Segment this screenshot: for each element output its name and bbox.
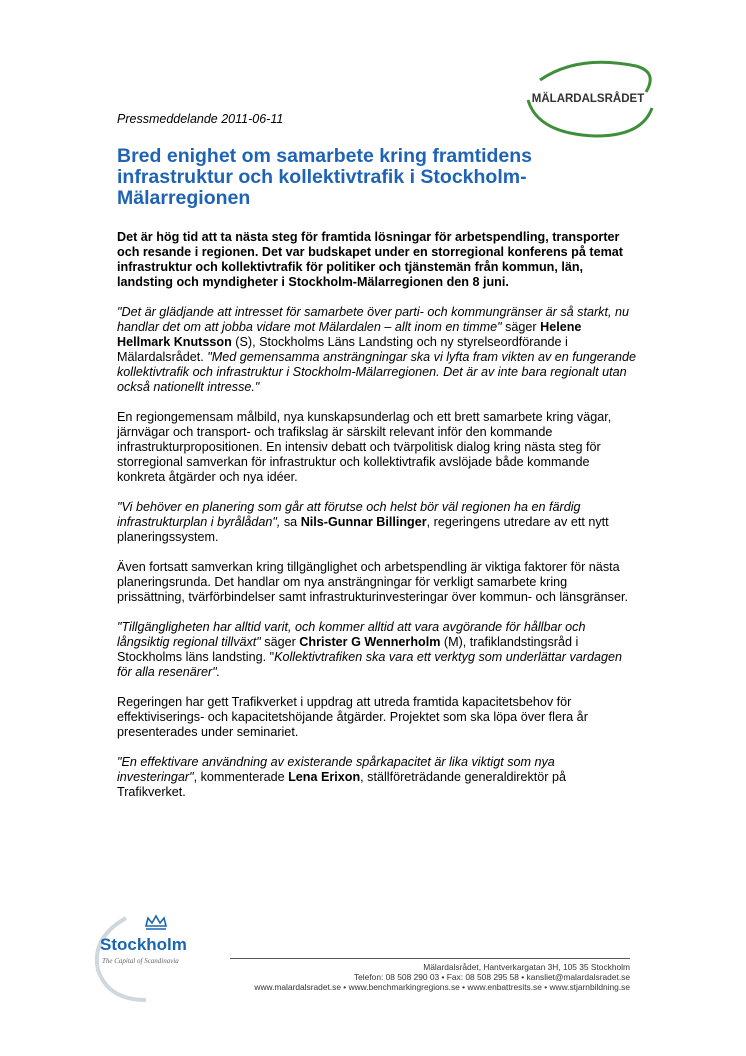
logo-text: MÄLARDALSRÅDET — [531, 93, 645, 105]
paragraph-7 — [117, 755, 637, 800]
malardalsradet-logo — [518, 52, 658, 144]
text: , kommenterade — [193, 770, 289, 784]
footer-phone: Telefon: 08 508 290 03 • Fax: 08 508 295 58 • kansliet@malardalsradet.se — [353, 972, 630, 982]
text: säger — [260, 635, 300, 649]
logo-sub-text: The Capital of Scandinavia — [102, 957, 179, 965]
footer-links[interactable]: www.malardalsradet.se • www.benchmarkingregions.se • www.enbattresits.se • www.stjarnbildning.se — [254, 982, 630, 992]
footer-contact — [254, 962, 630, 992]
text: säger — [501, 320, 541, 334]
footer-divider — [230, 958, 630, 959]
page-title: Bred enighet om samarbete kring framtidens infrastruktur och kollektivtrafik i Stockholm-Mälarregionen — [117, 145, 533, 209]
quote: "Tillgängligheten har alltid varit, och kommer alltid att vara avgörande för hållbar och långsiktig regional tillväxt" — [117, 620, 586, 649]
quote: Kollektivtrafiken ska vara ett verktyg som underlättar vardagen för alla resenärer". — [117, 650, 622, 679]
paragraph-3 — [117, 500, 637, 545]
person-name: Nils-Gunnar Billinger — [300, 515, 427, 529]
person-name: Lena Erixon — [288, 770, 361, 784]
paragraph-6: Regeringen har gett Trafikverket i uppdrag att utreda framtida kapacitetsbehov för effektiviserings- och kapacitetshöjande åtgärder. Projektet som ska löpa över flera år presenterades under seminariet. — [117, 695, 588, 739]
text: , regeringens utredare av ett nytt planeringssystem. — [117, 515, 609, 544]
text: sa — [280, 515, 301, 529]
paragraph-2: En regiongemensam målbild, nya kunskapsunderlag och ett brett samarbete kring vägar, järnvägar och transport- och trafikslag är särskilt relevant inför den kommande infrastrukturpropositionen. En intensiv debatt och tvärpolitisk dialog kring nästa steg för storregional samverkan för infrastruktur och kollektivtrafik avslöjade både kommande konkreta åtgärder och nya idéer. — [117, 410, 612, 484]
text: (S), Stockholms Läns Landsting och ny styrelseordförande i Mälardalsrådet. — [117, 335, 568, 364]
lead-paragraph: Det är hög tid att ta nästa steg för framtida lösningar för arbetspendling, transporter och resande i regionen. Det var budskapet under en storregional konferens på temat infrastruktur och kollektivtrafik för politiker och tjänstemän från kommun, län, landsting och myndigheter i Stockholm-Mälarregionen den 8 juni. — [117, 230, 623, 289]
logo-main-text: Stockholm — [100, 935, 187, 954]
article-body — [117, 230, 637, 815]
crown-icon — [146, 916, 166, 929]
stockholm-logo — [86, 908, 206, 1004]
quote: "En effektivare användning av existerande spårkapacitet är lika viktigt som nya investeringar" — [117, 755, 555, 784]
paragraph-5 — [117, 620, 637, 680]
text: , ställföreträdande generaldirektör på Trafikverket. — [117, 770, 566, 799]
paragraph-4: Även fortsatt samverkan kring tillgänglighet och arbetspendling är viktiga faktorer för nästa planeringsrunda. Det handlar om nya ansträngningar för verkligt samarbete kring prissättning, tvärförbindelser samt infrastrukturinvesteringar över kommun- och länsgränser. — [117, 560, 628, 604]
paragraph-1 — [117, 305, 637, 395]
person-name: Christer G Wennerholm — [299, 635, 441, 649]
quote: "Med gemensamma ansträngningar ska vi lyfta fram vikten av en fungerande kollektivtrafik och infrastruktur i Stockholm-Mälarregionen. Det är av inte bara regionalt utan också nationellt intresse." — [117, 350, 636, 394]
quote: "Det är glädjande att intresset för samarbete över parti- och kommungränser är så starkt, nu handlar det om att jobba vidare mot Mälardalen – allt inom en timme" — [117, 305, 629, 334]
press-date: Pressmeddelande 2011-06-11 — [117, 112, 284, 126]
footer-address: Mälardalsrådet, Hantverkargatan 3H, 105 35 Stockholm — [423, 962, 630, 972]
text: (M), trafiklandstingsråd i Stockholms läns landsting. " — [117, 635, 579, 664]
person-name: Helene Hellmark Knutsson — [117, 320, 582, 349]
quote: "Vi behöver en planering som går att förutse och helst bör väl regionen ha en färdig infrastrukturplan i byrålådan", — [117, 500, 581, 529]
